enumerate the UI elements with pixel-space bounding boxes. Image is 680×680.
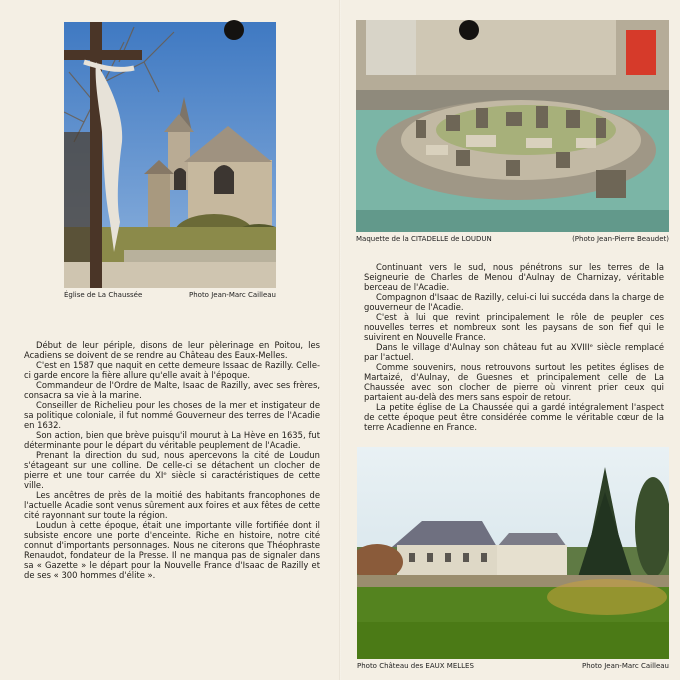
citadel-model-illustration xyxy=(356,20,669,232)
right-paragraph: La petite église de La Chaussée qui a gardé intégralement l'aspect de cette époque peut être considérée comme le véritable cœur de la terre Acadienne en France. xyxy=(364,402,664,432)
left-article-column xyxy=(24,340,320,580)
chateau-caption-text: Photo Château des EAUX MELLES xyxy=(357,662,474,670)
chateau-photo-credit: Photo Jean-Marc Cailleau xyxy=(582,662,669,670)
right-paragraph: C'est à lui que revint principalement le rôle de peupler ces nouvelles terres et nombreux sont les paysans de son fief qui le suivirent en Nouvelle France. xyxy=(364,312,664,342)
left-paragraph: Prenant la direction du sud, nous apercevons la cité de Loudun s'étageant sur une colline. De celle-ci se détachent un clocher de pierre et une tour carrée du XIᵉ siècle si caractéristiques de cette ville. xyxy=(24,450,320,490)
left-paragraph: Les ancêtres de près de la moitié des habitants francophones de l'actuelle Acadie sont venus sûrement aux foires et aux fêtes de cette cité rayonnant sur toute la région. xyxy=(24,490,320,520)
right-paragraph: Comme souvenirs, nous retrouvons surtout les petites églises de Martaizé, d'Aulnay, de Guesnes et principalement celle de La Chaussée avec son clocher de pierre où vinrent prier ceux qui partaient au-delà des mers sans espoir de retour. xyxy=(364,362,664,402)
right-paragraph: Dans le village d'Aulnay son château fut au XVIIIᵉ siècle remplacé par l'actuel. xyxy=(364,342,664,362)
page-fold xyxy=(339,0,341,680)
left-paragraph: C'est en 1587 que naquit en cette demeure Issaac de Razilly. Celle-ci garde encore la fière allure qu'elle avait à l'époque. xyxy=(24,360,320,380)
left-paragraph: Loudun à cette époque, était une importante ville fortifiée dont il subsiste encore une porte d'enceinte. Riche en histoire, notre cité connut d'importants personnages. Nous ne citerons que Théophraste Renaudot, fondateur de la Presse. Il ne manqua pas de signaler dans sa « Gazette » le départ pour la Nouvelle France d'Isaac de Razilly et de ses « 300 hommes d'élite ». xyxy=(24,520,320,580)
left-paragraph: Son action, bien que brève puisqu'il mourut à La Hève en 1635, fut déterminante pour le départ du véritable peuplement de l'Acadie. xyxy=(24,430,320,450)
citadel-model-photo xyxy=(356,20,669,232)
church-photo xyxy=(64,22,276,288)
chateau-illustration xyxy=(357,447,669,659)
right-paragraph: Compagnon d'Isaac de Razilly, celui-ci lui succéda dans la charge de gouverneur de l'Acadie. xyxy=(364,292,664,312)
church-caption-text: Église de La Chaussée xyxy=(64,291,143,299)
left-paragraph: Conseiller de Richelieu pour les choses de la mer et instigateur de sa politique coloniale, il fut nommé Gouverneur des terres de l'Acadie en 1632. xyxy=(24,400,320,430)
chateau-photo-caption xyxy=(357,662,669,671)
punch-hole xyxy=(459,20,479,40)
citadel-caption-text: Maquette de la CITADELLE de LOUDUN xyxy=(356,235,492,243)
citadel-photo-credit: (Photo Jean-Pierre Beaudet) xyxy=(572,235,669,243)
right-article-column xyxy=(364,262,664,432)
citadel-model-caption xyxy=(356,235,669,244)
punch-hole xyxy=(224,20,244,40)
church-photo-credit: Photo Jean-Marc Cailleau xyxy=(189,291,276,299)
church-photo-caption xyxy=(64,291,276,300)
chateau-photo xyxy=(357,447,669,659)
church-illustration xyxy=(64,22,276,288)
left-paragraph: Début de leur périple, disons de leur pèlerinage en Poitou, les Acadiens se doivent de se rendre au Château des Eaux-Melles. xyxy=(24,340,320,360)
left-paragraph: Commandeur de l'Ordre de Malte, Isaac de Razilly, avec ses frères, consacra sa vie à la marine. xyxy=(24,380,320,400)
right-paragraph: Continuant vers le sud, nous pénétrons sur les terres de la Seigneurie de Charles de Menou d'Aulnay de Charnizay, véritable berceau de l'Acadie. xyxy=(364,262,664,292)
